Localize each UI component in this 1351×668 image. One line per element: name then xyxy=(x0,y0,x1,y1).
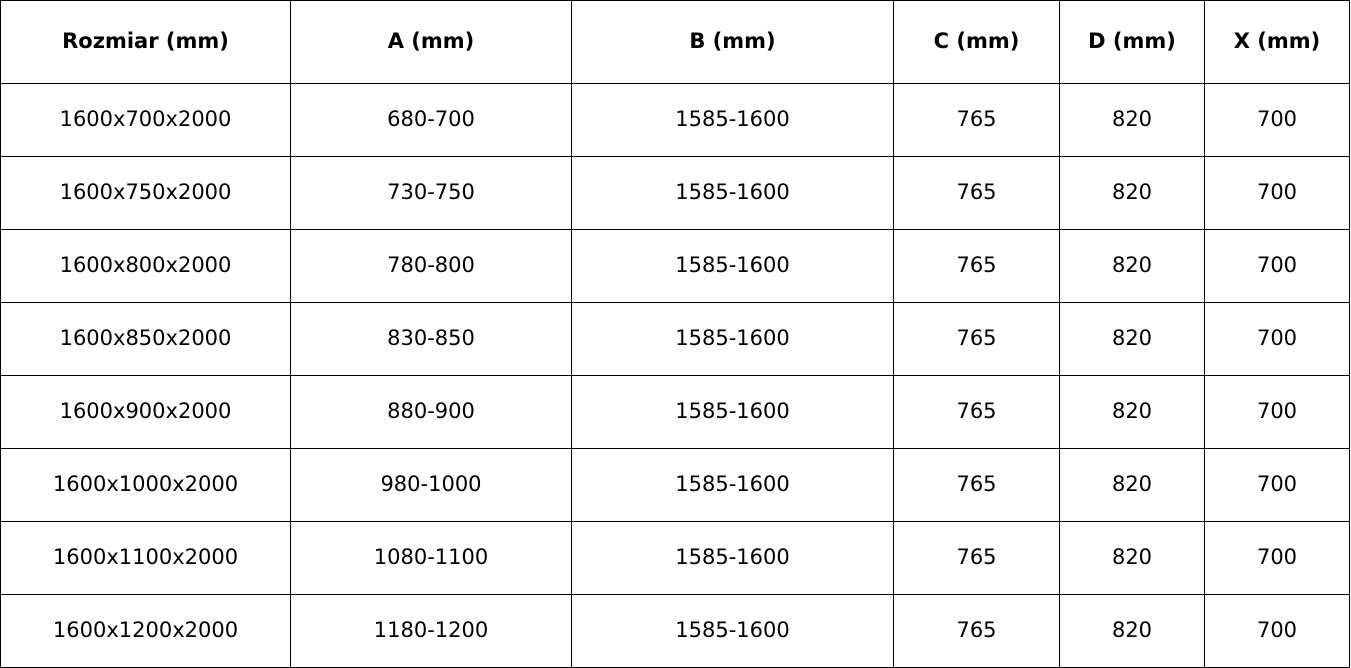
cell-c: 765 xyxy=(894,157,1060,230)
cell-size: 1600x1100x2000 xyxy=(1,522,291,595)
column-header-size: Rozmiar (mm) xyxy=(1,1,291,84)
cell-d: 820 xyxy=(1060,84,1205,157)
table-row xyxy=(1,230,1350,303)
cell-c: 765 xyxy=(894,230,1060,303)
cell-a: 780-800 xyxy=(291,230,572,303)
cell-x: 700 xyxy=(1205,522,1350,595)
cell-size: 1600x700x2000 xyxy=(1,84,291,157)
cell-b: 1585-1600 xyxy=(572,595,894,668)
cell-b: 1585-1600 xyxy=(572,449,894,522)
column-header-x: X (mm) xyxy=(1205,1,1350,84)
cell-size: 1600x1200x2000 xyxy=(1,595,291,668)
table-row xyxy=(1,595,1350,668)
cell-size: 1600x1000x2000 xyxy=(1,449,291,522)
cell-c: 765 xyxy=(894,595,1060,668)
cell-x: 700 xyxy=(1205,157,1350,230)
cell-d: 820 xyxy=(1060,522,1205,595)
cell-c: 765 xyxy=(894,303,1060,376)
cell-d: 820 xyxy=(1060,230,1205,303)
table-row xyxy=(1,449,1350,522)
table-row xyxy=(1,157,1350,230)
cell-b: 1585-1600 xyxy=(572,376,894,449)
table-row xyxy=(1,303,1350,376)
column-header-a: A (mm) xyxy=(291,1,572,84)
cell-x: 700 xyxy=(1205,303,1350,376)
cell-x: 700 xyxy=(1205,230,1350,303)
cell-x: 700 xyxy=(1205,449,1350,522)
cell-a: 880-900 xyxy=(291,376,572,449)
cell-d: 820 xyxy=(1060,303,1205,376)
cell-size: 1600x850x2000 xyxy=(1,303,291,376)
cell-b: 1585-1600 xyxy=(572,157,894,230)
cell-size: 1600x800x2000 xyxy=(1,230,291,303)
table-row xyxy=(1,84,1350,157)
cell-c: 765 xyxy=(894,449,1060,522)
cell-x: 700 xyxy=(1205,376,1350,449)
cell-a: 680-700 xyxy=(291,84,572,157)
cell-b: 1585-1600 xyxy=(572,303,894,376)
cell-d: 820 xyxy=(1060,376,1205,449)
cell-a: 1180-1200 xyxy=(291,595,572,668)
cell-c: 765 xyxy=(894,522,1060,595)
cell-x: 700 xyxy=(1205,595,1350,668)
cell-a: 730-750 xyxy=(291,157,572,230)
table-row xyxy=(1,376,1350,449)
cell-d: 820 xyxy=(1060,449,1205,522)
cell-b: 1585-1600 xyxy=(572,522,894,595)
table-header xyxy=(1,1,1350,84)
cell-a: 1080-1100 xyxy=(291,522,572,595)
table-body xyxy=(1,84,1350,668)
column-header-c: C (mm) xyxy=(894,1,1060,84)
cell-c: 765 xyxy=(894,84,1060,157)
cell-b: 1585-1600 xyxy=(572,230,894,303)
cell-x: 700 xyxy=(1205,84,1350,157)
column-header-d: D (mm) xyxy=(1060,1,1205,84)
cell-c: 765 xyxy=(894,376,1060,449)
table-row xyxy=(1,522,1350,595)
cell-d: 820 xyxy=(1060,595,1205,668)
cell-b: 1585-1600 xyxy=(572,84,894,157)
cell-a: 980-1000 xyxy=(291,449,572,522)
cell-size: 1600x900x2000 xyxy=(1,376,291,449)
cell-size: 1600x750x2000 xyxy=(1,157,291,230)
table-header-row xyxy=(1,1,1350,84)
column-header-b: B (mm) xyxy=(572,1,894,84)
cell-d: 820 xyxy=(1060,157,1205,230)
cell-a: 830-850 xyxy=(291,303,572,376)
